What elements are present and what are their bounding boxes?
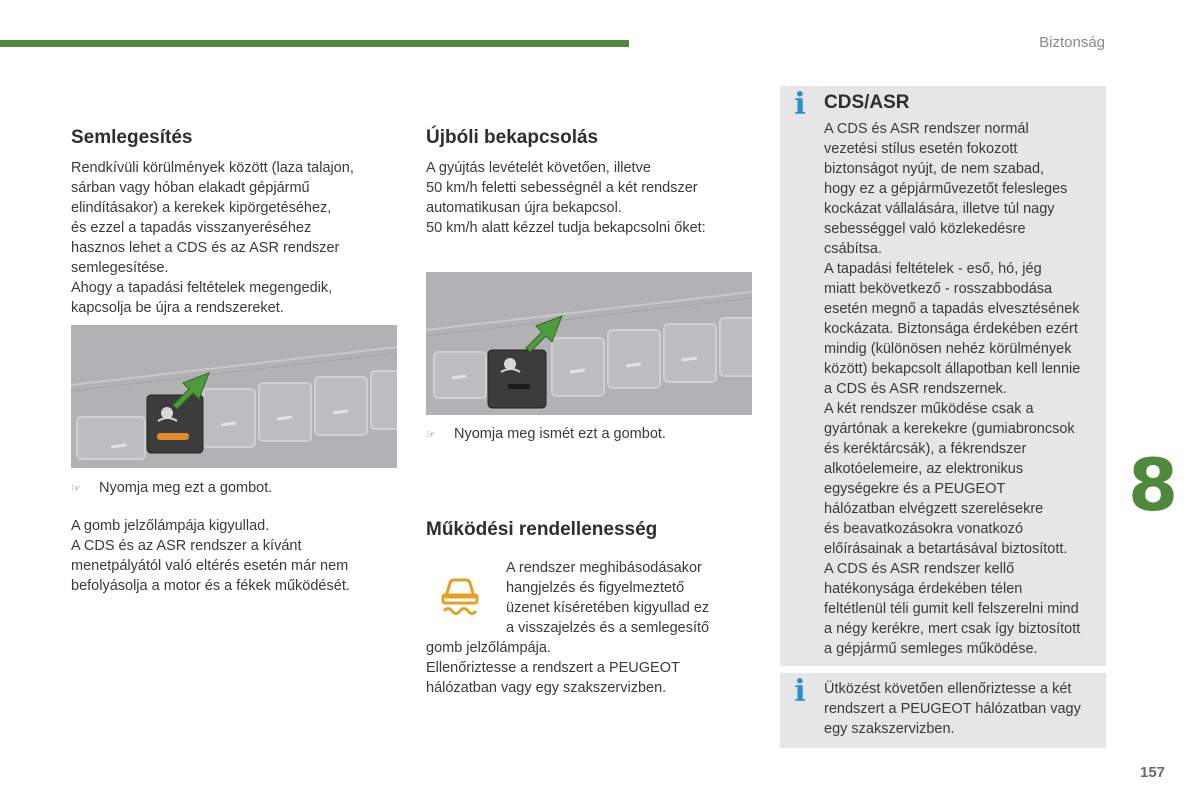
text-line: kapcsolja be újra a rendszereket. — [71, 300, 284, 316]
text-line: 50 km/h alatt kézzel tudja bekapcsolni őket: — [426, 220, 706, 236]
text-line: sárban vagy hóban elakadt gépjármű — [71, 180, 310, 196]
info-icon: i — [794, 674, 806, 709]
pointing-hand-icon: ☞ — [71, 483, 81, 495]
text-line: mindig (különösen nehéz körülmények — [824, 341, 1072, 357]
text-line: hálózatban elvégzett szerelésekre — [824, 501, 1044, 517]
header-accent-bar — [0, 40, 629, 47]
text-line: vezetési stílus esetén fokozott — [824, 141, 1018, 157]
text-line: egységekre és a PEUGEOT — [824, 481, 1006, 497]
text-line: befolyásolja a motor és a fékek működését. — [71, 578, 350, 594]
text-line: semlegesítése. — [71, 260, 169, 276]
text-line: a CDS és ASR rendszernek. — [824, 381, 1007, 397]
info-icon: i — [794, 87, 806, 122]
text-line: hatékonysága érdekében télen — [824, 581, 1023, 597]
text-line: hálózatban vagy egy szakszervizben. — [426, 680, 667, 696]
text-line: üzenet kíséretében kigyullad ez — [506, 600, 710, 616]
malfunction-heading: Működési rendellenesség — [426, 519, 658, 540]
reactivate-instruction — [426, 424, 666, 445]
text-line: A rendszer meghibásodásakor — [506, 560, 702, 576]
text-line: sebességgel való közlekedésre — [824, 221, 1026, 237]
text-line: Ütközést követően ellenőriztesse a két — [824, 681, 1072, 697]
text-line: A gomb jelzőlámpája kigyullad. — [71, 518, 270, 534]
info-box-text — [824, 679, 1106, 739]
text-line: biztonságot nyújt, de nem szabad, — [824, 161, 1045, 177]
neutralize-section — [71, 126, 391, 318]
text-line: A két rendszer működése csak a — [824, 401, 1034, 417]
text-line: a visszajelzés és a semlegesítő — [506, 620, 710, 636]
text-line: automatikusan újra bekapcsol. — [426, 200, 622, 216]
text-line: és keréktárcsák), a fékrendszer — [824, 441, 1027, 457]
malfunction-section — [426, 518, 756, 542]
text-line: egy szakszervizben. — [824, 721, 955, 737]
malfunction-text-indented — [506, 558, 766, 638]
text-line: Ahogy a tapadási feltételek megengedik, — [71, 280, 333, 296]
text-line: előírásainak a betartásával biztosított. — [824, 541, 1068, 557]
section-title: Biztonság — [1039, 34, 1105, 51]
text-line: hogy ez a gépjárművezetőt felesleges — [824, 181, 1068, 197]
instruction-text: Nyomja meg ismét ezt a gombot. — [454, 426, 666, 442]
info-box-collision — [780, 673, 1106, 748]
text-line: és ezzel a tapadás visszanyeréséhez — [71, 220, 312, 236]
text-line: gyártónak a kerekekre (gumiabroncsok — [824, 421, 1075, 437]
info-box-cds-asr — [780, 86, 1106, 666]
neutralize-instruction — [71, 478, 272, 499]
text-line: és beavatkozásokra vonatkozó — [824, 521, 1024, 537]
page-number: 157 — [1140, 764, 1166, 781]
button-photo-neutralize — [71, 325, 397, 468]
text-line: hasznos lehet a CDS és az ASR rendszer — [71, 240, 340, 256]
button-photo-reactivate — [426, 272, 752, 415]
text-line: A gyújtás levételét követően, illetve — [426, 160, 651, 176]
text-line: kockázata. Biztonsága érdekében ezért — [824, 321, 1078, 337]
text-line: alkotóelemeire, az elektronikus — [824, 461, 1024, 477]
text-line: csábítsa. — [824, 241, 883, 257]
text-line: a gépjármű semleges működése. — [824, 641, 1038, 657]
instruction-text: Nyomja meg ezt a gombot. — [99, 480, 273, 496]
text-line: gomb jelzőlámpája. — [426, 640, 551, 656]
text-line: feltétlenül téli gumit kell felszerelni mind — [824, 601, 1079, 617]
text-line: hangjelzés és figyelmeztető — [506, 580, 685, 596]
text-line: A CDS és az ASR rendszer a kívánt — [71, 538, 302, 554]
info-box-text — [824, 119, 1106, 659]
text-line: A CDS és ASR rendszer kellő — [824, 561, 1015, 577]
text-line: a négy kerékre, mert csak így biztosított — [824, 621, 1081, 637]
text-line: 50 km/h feletti sebességnél a két rendszer — [426, 180, 698, 196]
pointing-hand-icon: ☞ — [426, 429, 436, 441]
malfunction-text — [426, 638, 756, 698]
text-line: kockázat vállalására, illetve túl nagy — [824, 201, 1055, 217]
text-line: menetpályától való eltérés esetén már nem — [71, 558, 349, 574]
info-box-title: CDS/ASR — [824, 92, 910, 113]
esp-warning-icon — [437, 573, 483, 619]
text-line: A CDS és ASR rendszer normál — [824, 121, 1029, 137]
neutralize-result — [71, 516, 401, 596]
text-line: között) bekapcsolt állapotban kell lennie — [824, 361, 1081, 377]
reactivate-text — [426, 158, 756, 238]
text-line: Rendkívüli körülmények között (laza talajon, — [71, 160, 354, 176]
text-line: A tapadási feltételek - eső, hó, jég — [824, 261, 1042, 277]
text-line: Ellenőriztesse a rendszert a PEUGEOT — [426, 660, 680, 676]
reactivate-section — [426, 126, 756, 238]
chapter-number: 8 — [1128, 443, 1179, 527]
reactivate-heading: Újbóli bekapcsolás — [426, 127, 599, 148]
text-line: esetén megnő a tapadás elvesztésének — [824, 301, 1080, 317]
neutralize-heading: Semlegesítés — [71, 127, 193, 148]
text-line: miatt bekövetkező - rosszabbodása — [824, 281, 1053, 297]
text-line: rendszert a PEUGEOT hálózatban vagy — [824, 701, 1081, 717]
text-line: elindításakor) a kerekek kipörgetéséhez, — [71, 200, 332, 216]
neutralize-text — [71, 158, 391, 318]
